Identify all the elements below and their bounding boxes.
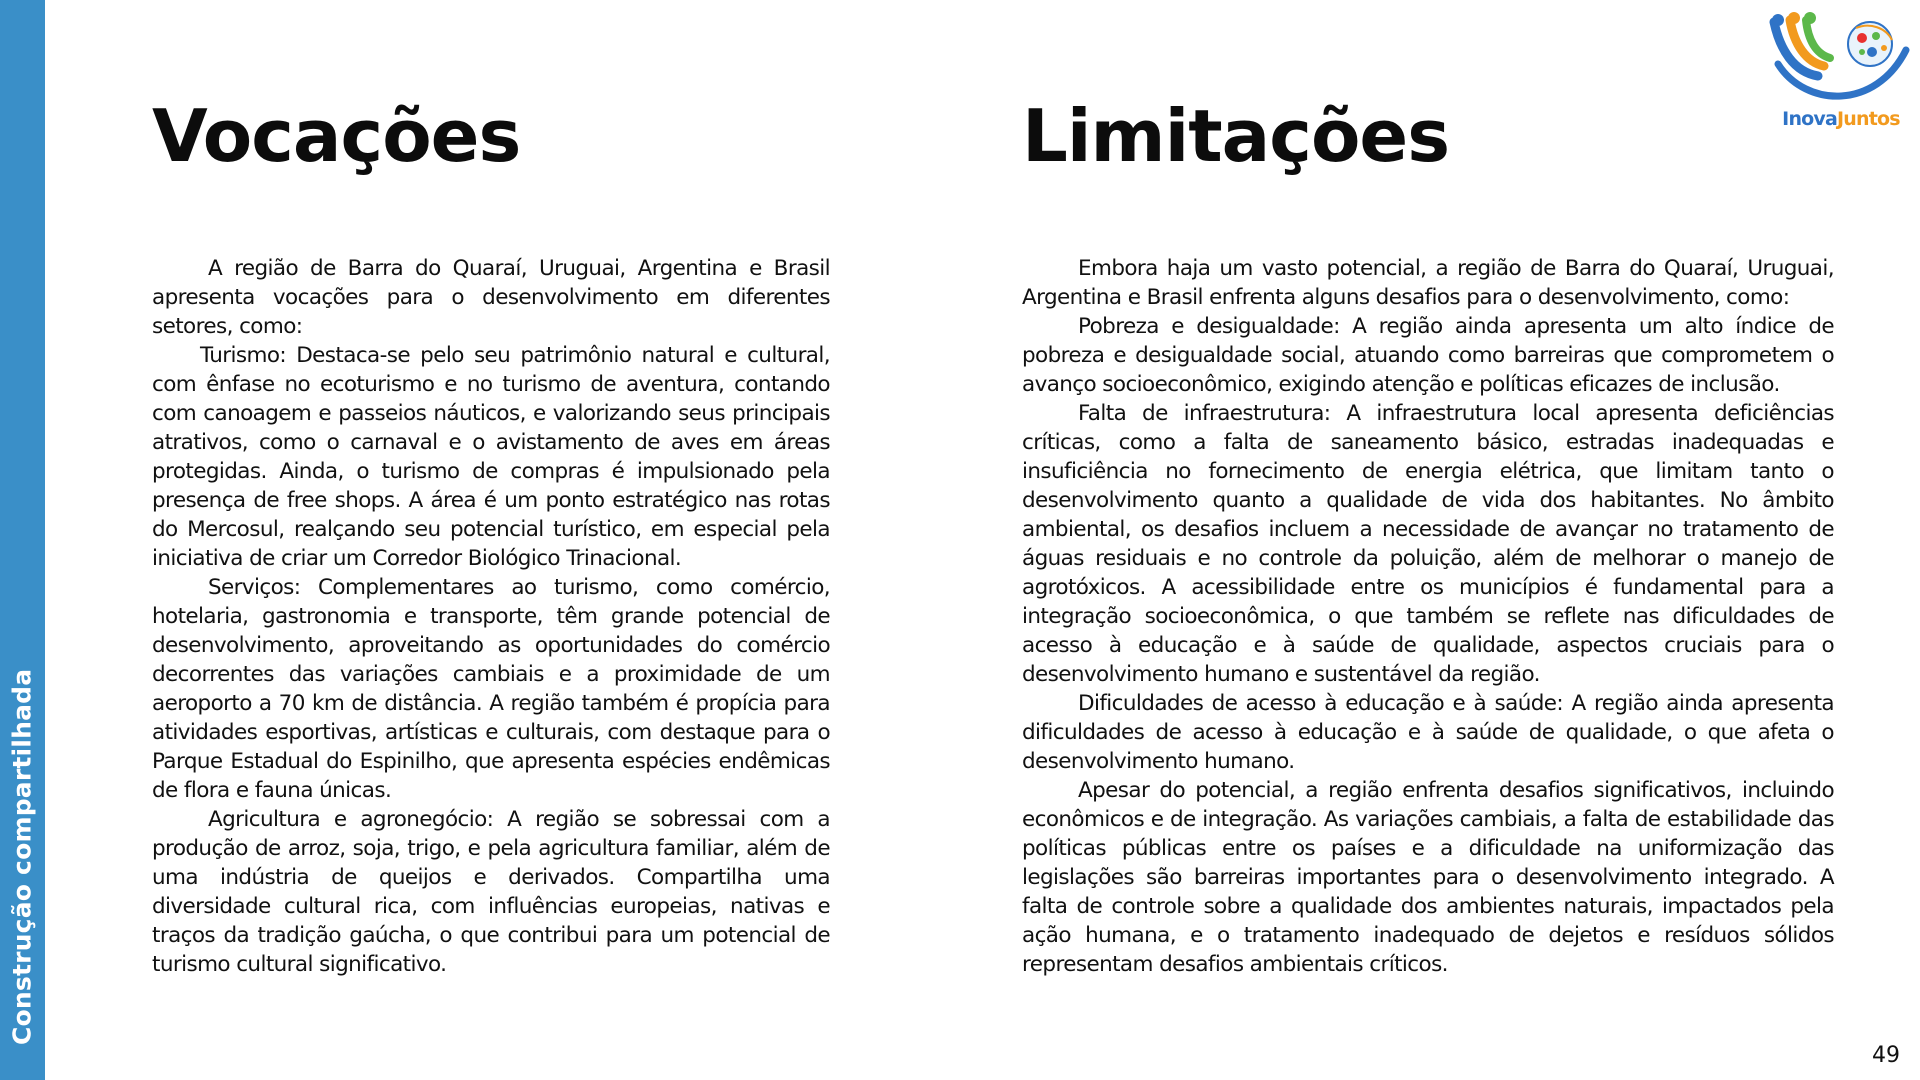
vocacoes-title: Vocações (152, 94, 521, 178)
limitacoes-title: Limitações (1022, 94, 1450, 178)
limitacoes-paragraph-desafios: Apesar do potencial, a região enfrenta desafios significativos, incluindo econômicos e de integração. As variações cambiais, a falta de estabilidade das políticas públicas entre os países e a dificuldade na uniformização das legislações são barreiras importantes para o desenvolvimento integrado. A falta de controle sobre a qualidade dos ambientes naturais, impactados pela ação humana, e o tratamento inadequado de dejetos e resíduos sólidos representam desafios ambientais críticos. (1022, 778, 1834, 977)
sidebar-label: Construção compartilhada (7, 668, 37, 1045)
vocacoes-paragraph-turismo: Turismo: Destaca-se pelo seu patrimônio natural e cultural, com ênfase no ecoturismo e no turismo de aventura, contando com canoagem e passeios náuticos, e valorizando seus principais atrativos, como o carnaval e o avistamento de aves em áreas protegidas. Ainda, o turismo de compras é impulsionado pela presença de free shops. A área é um ponto estratégico nas rotas do Mercosul, realçando seu potencial turístico, em especial pela iniciativa de criar um Corredor Biológico Trinacional. (152, 343, 830, 571)
vocacoes-paragraph-servicos: Serviços: Complementares ao turismo, como comércio, hotelaria, gastronomia e transporte, têm grande potencial de desenvolvimento, aproveitando as oportunidades do comércio decorrentes das variações cambiais e a proximidade de um aeroporto a 70 km de distância. A região também é propícia para atividades esportivas, artísticas e culturais, com destaque para o Parque Estadual do Espinilho, que apresenta espécies endêmicas de flora e fauna únicas. (152, 575, 830, 803)
limitacoes-paragraph-intro: Embora haja um vasto potencial, a região de Barra do Quaraí, Uruguai, Argentina e Brasil enfrenta alguns desafios para o desenvolvimento, como: (1022, 256, 1834, 310)
logo-text-juntos: Juntos (1837, 108, 1900, 130)
limitacoes-paragraph-educacao-saude: Dificuldades de acesso à educação e à saúde: A região ainda apresenta dificuldades de acesso à educação e à saúde de qualidade, o que afeta o desenvolvimento humano. (1022, 691, 1834, 774)
page-number: 49 (1872, 1043, 1900, 1068)
vocacoes-paragraph-agricultura: Agricultura e agronegócio: A região se sobressai com a produção de arroz, soja, trigo, e pela agricultura familiar, além de uma indústria de queijos e derivados. Compartilha uma diversidade cultural rica, com influências europeias, nativas e traços da tradição gaúcha, o que contribui para um potencial de turismo cultural significativo. (152, 807, 830, 977)
limitacoes-paragraph-infraestrutura: Falta de infraestrutura: A infraestrutura local apresenta deficiências críticas, como a falta de saneamento básico, estradas inadequadas e insuficiência no fornecimento de energia elétrica, que limitam tanto o desenvolvimento quanto a qualidade de vida dos habitantes. No âmbito ambiental, os desafios incluem a necessidade de avançar no tratamento de águas residuais e no controle da poluição, além de melhorar o manejo de agrotóxicos. A acessibilidade entre os municípios é fundamental para a integração socioeconômica, o que também se reflete nas dificuldades de acesso à educação e à saúde de qualidade, aspectos cruciais para o desenvolvimento humano e sustentável da região. (1022, 401, 1834, 687)
inovajuntos-logo (1766, 10, 1916, 140)
vocacoes-column (152, 254, 830, 979)
logo-mark (1766, 10, 1916, 110)
limitacoes-paragraph-pobreza: Pobreza e desigualdade: A região ainda apresenta um alto índice de pobreza e desigualdade social, atuando como barreiras que comprometem o avanço socioeconômico, exigindo atenção e políticas eficazes de inclusão. (1022, 314, 1834, 397)
vocacoes-paragraph-intro: A região de Barra do Quaraí, Uruguai, Argentina e Brasil apresenta vocações para o desenvolvimento em diferentes setores, como: (152, 256, 830, 339)
logo-text-inova: Inova (1782, 108, 1838, 130)
limitacoes-column (1022, 254, 1834, 979)
logo-wordmark (1766, 108, 1916, 130)
